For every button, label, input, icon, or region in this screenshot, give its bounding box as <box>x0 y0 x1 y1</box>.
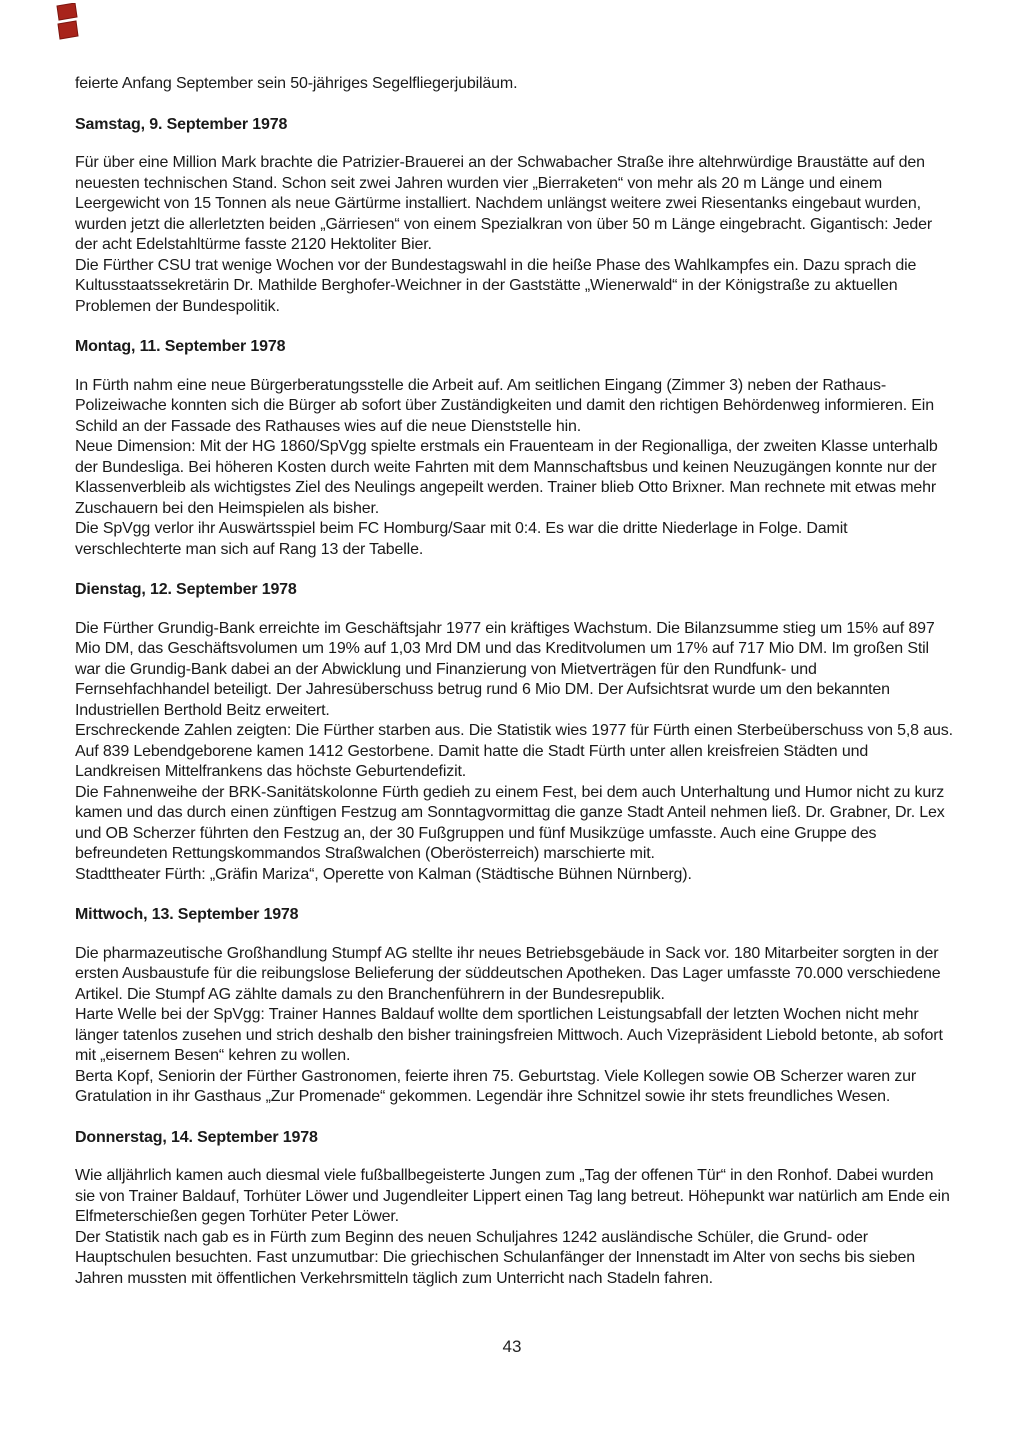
chronicle-entry: Die Fahnenweihe der BRK-Sanitätskolonne Fürth gedieh zu einem Fest, bei dem auch Unterhaltung und Humor nicht zu kurz kamen und das durch einen zünftigen Festzug am Sonntagvormittag die ganze Stadt Anteil nehmen ließ. Dr. Grabner, Dr. Lex und OB Scherzer führten den Festzug an, der 30 Fußgruppen und fünf Musikzüge umfasste. Auch eine Gruppe des befreundeten Rettungskommandos Straßwalchen (Oberösterreich) marschierte mit. <box>75 783 945 862</box>
chronicle-entry: In Fürth nahm eine neue Bürgerberatungsstelle die Arbeit auf. Am seitlichen Eingang (Zimmer 3) neben der Rathaus-Polizeiwache konnten sich die Bürger ab sofort über Zuständigkeiten und damit den richtigen Behördenweg informieren. Ein Schild an der Fassade des Rathauses wies auf die neue Dienststelle hin. <box>75 376 934 435</box>
document-page <box>75 74 953 1289</box>
chronicle-entry: Stadttheater Fürth: „Gräfin Mariza“, Operette von Kalman (Städtische Bühnen Nürnberg). <box>75 865 692 883</box>
chronicle-entry: Der Statistik nach gab es in Fürth zum Beginn des neuen Schuljahres 1242 ausländische Schüler, die Grund- oder Hauptschulen besuchten. Fast unzumutbar: Die griechischen Schulanfänger der Innenstadt im Alter von sechs bis sieben Jahren mussten mit öffentlichen Verkehrsmitteln täglich zum Unterricht nach Stadeln fahren. <box>75 1228 915 1287</box>
day-heading: Donnerstag, 14. September 1978 <box>75 1128 318 1146</box>
chronicle-entry: Berta Kopf, Seniorin der Fürther Gastronomen, feierte ihren 75. Geburtstag. Viele Kollegen sowie OB Scherzer waren zur Gratulation in ihr Gasthaus „Zur Promenade“ gekommen. Legendär ihre Schnitzel sowie ihr stets freundliches Wesen. <box>75 1067 917 1105</box>
chronicle-entry: Die SpVgg verlor ihr Auswärtsspiel beim FC Homburg/Saar mit 0:4. Es war die dritte Niederlage in Folge. Damit verschlechterte man sich auf Rang 13 der Tabelle. <box>75 520 848 558</box>
sections <box>75 115 953 1290</box>
intro-line: feierte Anfang September sein 50-jähriges Segelfliegerjubiläum. <box>75 75 518 92</box>
red-scan-mark-icon <box>56 3 80 43</box>
section-items <box>75 376 953 561</box>
day-heading: Montag, 11. September 1978 <box>75 338 286 355</box>
chronicle-entry: Wie alljährlich kamen auch diesmal viele fußballbegeisterte Jungen zum „Tag der offenen Tür“ in den Ronhof. Dabei wurden sie von Trainer Baldauf, Torhüter Löwer und Jugendleiter Lippert einen Tag lang betreut. Höhepunkt war natürlich am Ende ein Elfmeterschießen gegen Torhüter Peter Löwer. <box>75 1167 950 1225</box>
chronicle-entry: Harte Welle bei der SpVgg: Trainer Hannes Baldauf wollte dem sportlichen Leistungsabfall der letzten Wochen nicht mehr länger tatenlos zusehen und strich deshalb den bisher trainingsfreien Mittwoch. Auch Vizepräsident Liebold betonte, ab sofort mit „eisernem Besen“ kehren zu wollen. <box>75 1006 943 1064</box>
chronicle-entry: Die pharmazeutische Großhandlung Stumpf AG stellte ihr neues Betriebsgebäude in Sack vor. 180 Mitarbeiter sorgten in der ersten Ausbaustufe für die reibungslose Belieferung der süddeutschen Apotheken. Das Lager umfasste 70.000 verschiedene Artikel. Die Stumpf AG zählte damals zu den Branchenführern in der Bundesrepublik. <box>75 944 941 1003</box>
chronicle-entry: Neue Dimension: Mit der HG 1860/SpVgg spielte erstmals ein Frauenteam in der Regionalliga, der zweiten Klasse unterhalb der Bundesliga. Bei höheren Kosten durch weite Fahrten mit dem Mannschaftsbus und keinen Neuzugängen konnte nur der Klassenverbleib als wichtigstes Ziel des Neulings angepeilt werden. Trainer blieb Otto Brixner. Man rechnete mit etwas mehr Zuschauern bei den Heimspielen als bisher. <box>75 438 938 517</box>
day-section <box>75 905 953 1108</box>
section-items <box>75 619 953 886</box>
chronicle-entry: Die Fürther Grundig-Bank erreichte im Geschäftsjahr 1977 ein kräftiges Wachstum. Die Bilanzsumme stieg um 15% auf 897 Mio DM, das Geschäftsvolumen um 19% auf 1,03 Mrd DM und das Kreditvolumen um 17% auf 717 Mio DM. Im großen Stil war die Grundig-Bank dabei an der Abwicklung und Finanzierung von Mietverträgen für den Rundfunk- und Fernsehfachhandel beteiligt. Der Jahresüberschuss betrug rund 6 Mio DM. Der Aufsichtsrat wurde um den bekannten Industriellen Berthold Beitz erweitert. <box>75 619 935 719</box>
chronicle-entry: Die Fürther CSU trat wenige Wochen vor der Bundestagswahl in die heiße Phase des Wahlkampfes ein. Dazu sprach die Kultusstaatssekretärin Dr. Mathilde Berghofer-Weichner in der Gaststätte „Wienerwald“ in der Königstraße zu aktuellen Problemen der Bundespolitik. <box>75 256 917 315</box>
day-section <box>75 1128 953 1290</box>
day-heading: Dienstag, 12. September 1978 <box>75 581 297 598</box>
section-items <box>75 944 953 1108</box>
chronicle-entry: Für über eine Million Mark brachte die Patrizier-Brauerei an der Schwabacher Straße ihre altehrwürdige Braustätte auf den neuesten technischen Stand. Schon seit zwei Jahren wurden vier „Bierraketen“ von mehr als 20 m Länge und einem Leergewicht von 15 Tonnen als neue Gärtürme installiert. Nachdem unlängst weitere zwei Riesentanks eingebaut wurden, wurden jetzt die allerletzten beiden „Gärriesen“ von einem Spezialkran von über 50 m Länge eingebracht. Gigantisch: Jeder der acht Edelstahltürme fasste 2120 Hektoliter Bier. <box>75 154 933 253</box>
day-section <box>75 337 953 560</box>
day-heading: Samstag, 9. September 1978 <box>75 115 288 133</box>
section-items <box>75 153 953 317</box>
chronicle-entry: Erschreckende Zahlen zeigten: Die Fürther starben aus. Die Statistik wies 1977 für Fürth einen Sterbeüberschuss von 5,8 aus. Auf 839 Lebendgeborene kamen 1412 Gestorbene. Damit hatte die Stadt Fürth unter allen kreisfreien Städten und Landkreisen Mittelfrankens das höchste Geburtendefizit. <box>75 722 953 780</box>
day-section <box>75 115 953 318</box>
page-number: 43 <box>502 1337 522 1356</box>
day-heading: Mittwoch, 13. September 1978 <box>75 906 299 923</box>
day-section <box>75 580 953 885</box>
section-items <box>75 1166 953 1289</box>
